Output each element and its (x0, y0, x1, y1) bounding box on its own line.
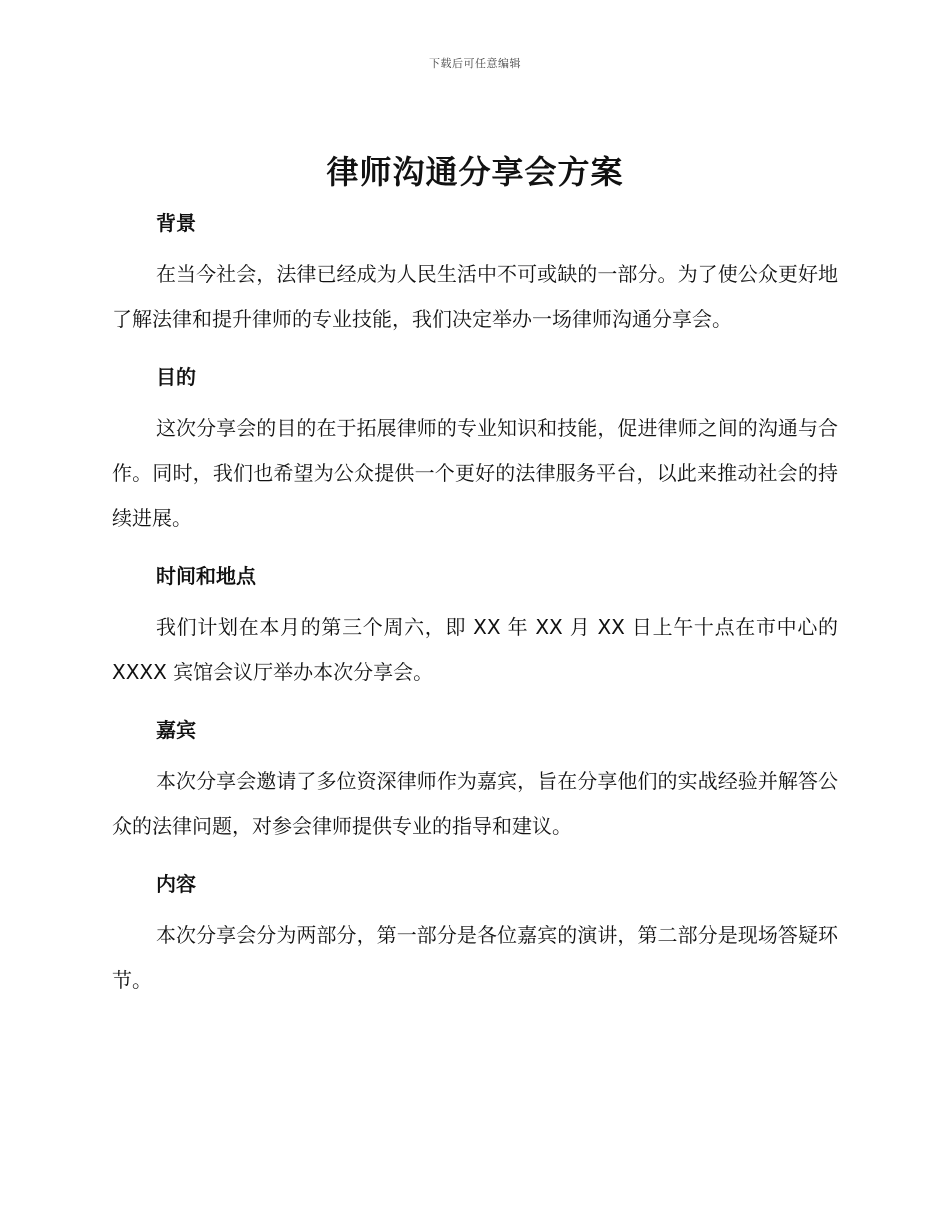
section-purpose (112, 362, 838, 541)
section-time-and-place (112, 561, 838, 695)
section-guests (112, 715, 838, 849)
section-heading: 时间和地点 (156, 564, 256, 588)
section-body: 这次分享会的目的在于拓展律师的专业知识和技能，促进律师之间的沟通与合作。同时，我们也希望为公众提供一个更好的法律服务平台，以此来推动社会的持续进展。 (112, 416, 838, 530)
section-body: 我们计划在本月的第三个周六，即 XX 年 XX 月 XX 日上午十点在市中心的 XXXX 宾馆会议厅举办本次分享会。 (112, 615, 838, 684)
section-heading: 内容 (156, 872, 196, 896)
section-content (112, 869, 838, 1003)
header-note: 下载后可任意编辑 (429, 57, 521, 70)
section-body: 本次分享会分为两部分，第一部分是各位嘉宾的演讲，第二部分是现场答疑环节。 (112, 923, 838, 992)
section-body: 本次分享会邀请了多位资深律师作为嘉宾，旨在分享他们的实战经验并解答公众的法律问题，对参会律师提供专业的指导和建议。 (112, 769, 838, 838)
section-heading: 目的 (156, 365, 196, 389)
document-title: 律师沟通分享会方案 (326, 153, 624, 191)
document-content (112, 148, 838, 1023)
section-body: 在当今社会，法律已经成为人民生活中不可或缺的一部分。为了使公众更好地了解法律和提升律师的专业技能，我们决定举办一场律师沟通分享会。 (112, 262, 838, 331)
section-heading: 嘉宾 (156, 718, 196, 742)
section-heading: 背景 (156, 211, 196, 235)
section-background (112, 208, 838, 342)
